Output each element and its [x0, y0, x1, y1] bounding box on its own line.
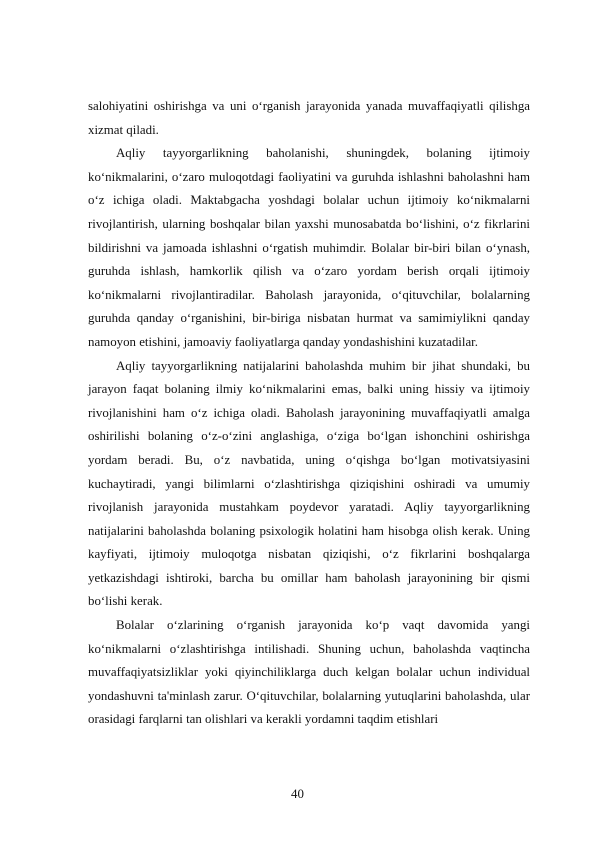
page-number: 40	[291, 787, 304, 801]
paragraph-individual-approach: Bolalar o‘zlarining o‘rganish jarayonida ko‘p vaqt davomida yangi ko‘nikmalarni o‘zlashtirishga intilishadi. Shuning uchun, baholashda vaqtincha muvaffaqiyatsizliklar yoki qiyinchiliklarga duch kelgan bolalar uchun individual yondashuvni ta'minlash zarur. O‘qituvchilar, bolalarning yutuqlarini baholashda, ular orasidagi farqlarni tan olishlari va kerakli yordamni taqdim etishlari	[88, 618, 530, 727]
paragraph-social-skills: Aqliy tayyorgarlikning baholanishi, shuningdek, bolaning ijtimoiy ko‘nikmalarini, o‘zaro muloqotdagi faoliyatini va guruhda ishlashni baholashni ham o‘z ichiga oladi. Maktabgacha yoshdagi bolalar uchun ijtimoiy ko‘nikmalarni rivojlantirish, ularning boshqalar bilan yaxshi munosabatda bo‘lishini, o‘z fikrlarini bildirishni va jamoada ishlashni o‘rgatish muhimdir. Bolalar bir-biri bilan o‘ynash, guruhda ishlash, hamkorlik qilish va o‘zaro yordam berish orqali ijtimoiy ko‘nikmalarni rivojlantiradilar. Baholash jarayonida, o‘qituvchilar, bolalarning guruhda qanday o‘rganishini, bir-biriga nisbatan hurmat va samimiylikni qanday namoyon etishini, jamoaviy faoliyatlarga qanday yondashishini kuzatadilar.	[88, 146, 530, 349]
paragraph-assessment-results: Aqliy tayyorgarlikning natijalarini baholashda muhim bir jihat shundaki, bu jarayon faqat bolaning ilmiy ko‘nikmalarini emas, balki uning hissiy va ijtimoiy rivojlanishini ham o‘z ichiga oladi. Baholash jarayonining muvaffaqiyatli amalga oshirilishi bolaning o‘z-o‘zini anglashiga, o‘ziga bo‘lgan ishonchini oshirishga yordam beradi. Bu, o‘z navbatida, uning o‘qishga bo‘lgan motivatsiyasini kuchaytiradi, yangi bilimlarni o‘zlashtirishga qiziqishini oshiradi va umumiy rivojlanish jarayonida mustahkam poydevor yaratadi. Aqliy tayyorgarlikning natijalarini baholashda bolaning psixologik holatini ham hisobga olish kerak. Uning kayfiyati, ijtimoiy muloqotga nisbatan qiziqishi, o‘z fikrlarini boshqalarga yetkazishdagi ishtiroki, barcha bu omillar ham baholash jarayonining bir qismi bo‘lishi kerak.	[88, 358, 530, 609]
paragraph-continued: salohiyatini oshirishga va uni o‘rganish jarayonida yanada muvaffaqiyatli qilishga xizmat qiladi.	[88, 99, 530, 137]
body-text	[88, 95, 530, 732]
